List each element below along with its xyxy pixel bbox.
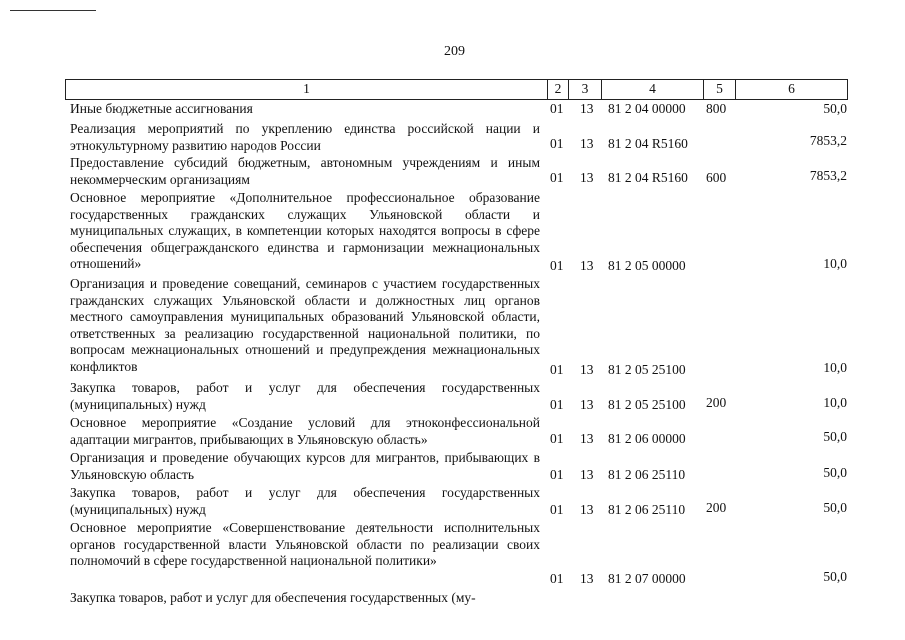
row-section: 01 (550, 258, 564, 273)
row-subsection: 13 (580, 170, 594, 185)
row-description: Предоставление субсидий бюджетным, автономным учреждениям и иным некоммерческим организациям (70, 155, 540, 187)
row-description: Основное мероприятие «Совершенствование деятельности исполнительных органов государственной власти Ульяновской области по реализации своих полномочий в сфере государственной национальной политики» (70, 520, 540, 569)
row-description: Реализация мероприятий по укреплению единства российской нации и этнокультурному развитию народов России (70, 121, 540, 153)
header-col-5: 5 (703, 79, 736, 100)
row-description: Основное мероприятие «Дополнительное профессиональное образование государственных гражданских служащих Ульяновской области и муниципальных служащих, в компетенции которых находятся вопросы в сфере обеспечения общегражданского единства и гармонизации межнациональных отношений» (70, 190, 540, 272)
row-target-code: 81 2 05 00000 (608, 258, 686, 273)
row-expense-type: 600 (706, 170, 727, 185)
row-target-code: 81 2 05 25100 (608, 362, 686, 377)
row-subsection: 13 (580, 397, 594, 412)
row-section: 01 (550, 431, 564, 446)
row-description: Закупка товаров, работ и услуг для обеспечения государственных (муниципальных) нужд (70, 380, 540, 412)
row-target-code: 81 2 04 00000 (608, 101, 686, 116)
row-description: Основное мероприятие «Создание условий для этноконфессиональной адаптации мигрантов, прибывающих в Ульяновскую область» (70, 415, 540, 447)
header-col-2: 2 (547, 79, 569, 100)
row-section: 01 (550, 170, 564, 185)
row-section: 01 (550, 502, 564, 517)
row-amount: 50,0 (823, 500, 847, 515)
row-section: 01 (550, 467, 564, 482)
row-expense-type: 200 (706, 500, 727, 515)
row-subsection: 13 (580, 571, 594, 586)
row-target-code: 81 2 07 00000 (608, 571, 686, 586)
row-target-code: 81 2 06 25110 (608, 502, 686, 517)
row-amount: 10,0 (823, 395, 847, 410)
row-amount: 10,0 (823, 256, 847, 271)
row-subsection: 13 (580, 258, 594, 273)
row-subsection: 13 (580, 502, 594, 517)
row-subsection: 13 (580, 467, 594, 482)
row-amount: 7853,2 (809, 168, 847, 183)
row-amount: 50,0 (823, 569, 847, 584)
row-target-code: 81 2 05 25100 (608, 397, 686, 412)
row-amount: 50,0 (823, 101, 847, 116)
row-section: 01 (550, 397, 564, 412)
row-subsection: 13 (580, 431, 594, 446)
row-target-code: 81 2 04 R5160 (608, 170, 688, 185)
row-target-code: 81 2 04 R5160 (608, 136, 688, 151)
row-description: Закупка товаров, работ и услуг для обеспечения государственных (муниципальных) нужд (70, 485, 540, 517)
row-amount: 10,0 (823, 360, 847, 375)
row-description: Организация и проведение совещаний, семинаров с участием государственных гражданских служащих Ульяновской области и должностных лиц органов местного самоуправления муниципальных образований Ульяновской области, ответственных за реализацию государственной национальной политики, по вопросам межнациональных отношений и предупреждения межнациональных конфликтов (70, 276, 540, 374)
row-description: Закупка товаров, работ и услуг для обеспечения государственных (му- (70, 590, 476, 605)
row-description: Иные бюджетные ассигнования (70, 101, 253, 116)
page-number: 209 (444, 44, 465, 59)
row-section: 01 (550, 101, 564, 116)
header-col-3: 3 (568, 79, 602, 100)
row-target-code: 81 2 06 25110 (608, 467, 686, 482)
row-amount: 50,0 (823, 465, 847, 480)
row-subsection: 13 (580, 136, 594, 151)
row-amount: 7853,2 (809, 133, 847, 148)
header-col-6: 6 (735, 79, 848, 100)
row-subsection: 13 (580, 362, 594, 377)
row-subsection: 13 (580, 101, 594, 116)
row-amount: 50,0 (823, 429, 847, 444)
row-expense-type: 200 (706, 395, 727, 410)
row-section: 01 (550, 362, 564, 377)
row-section: 01 (550, 571, 564, 586)
row-target-code: 81 2 06 00000 (608, 431, 686, 446)
row-expense-type: 800 (706, 101, 727, 116)
row-section: 01 (550, 136, 564, 151)
header-col-1: 1 (65, 79, 548, 100)
top-rule (10, 10, 96, 11)
row-description: Организация и проведение обучающих курсов для мигрантов, прибывающих в Ульяновскую область (70, 450, 540, 482)
header-col-4: 4 (601, 79, 704, 100)
